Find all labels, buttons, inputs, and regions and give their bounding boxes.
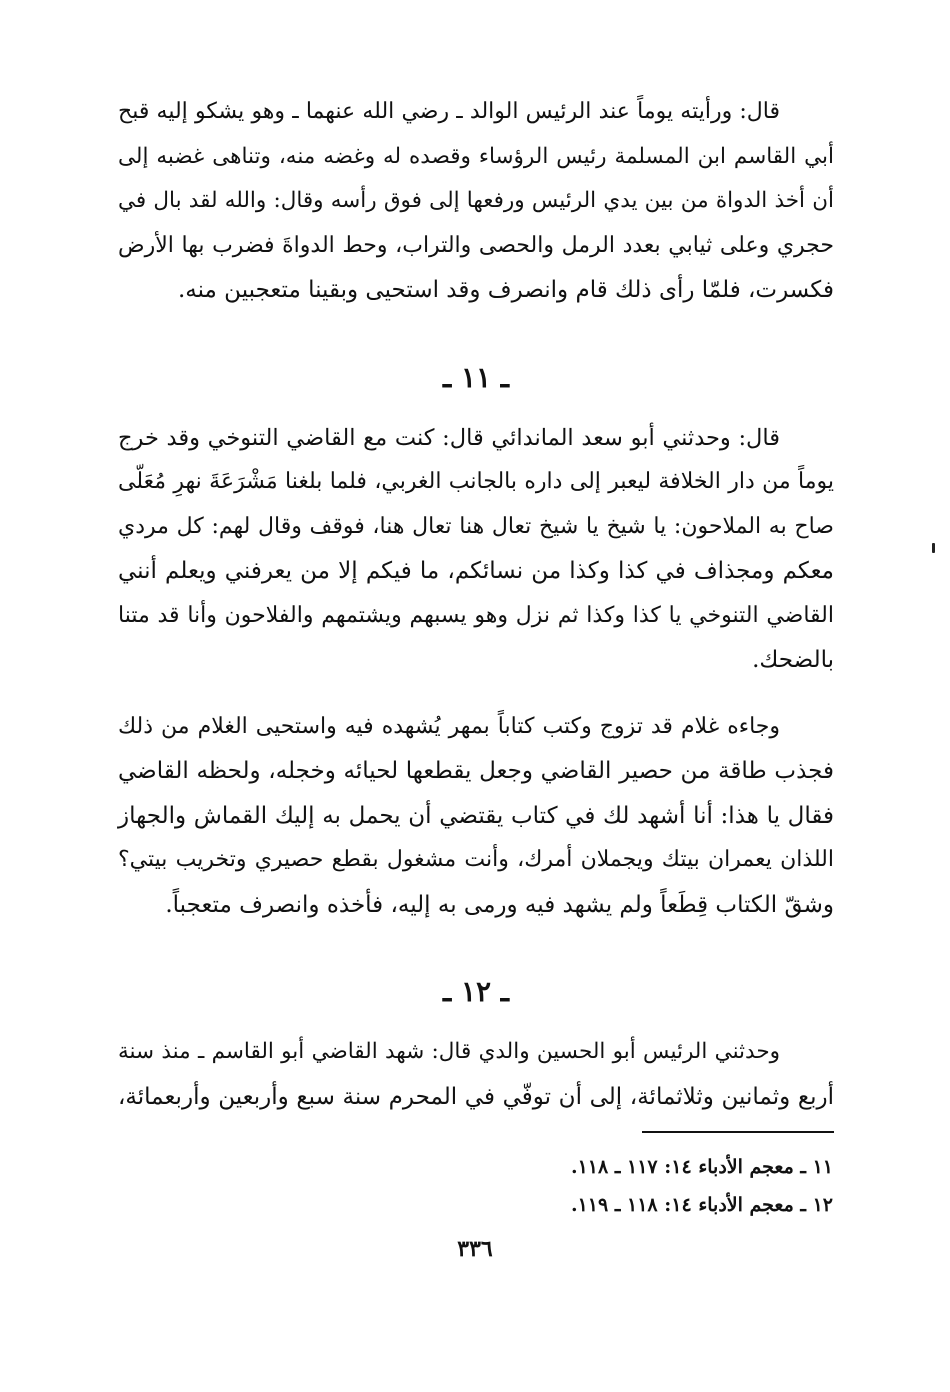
text-line: أن أخذ الدواة من بين يدي الرئيس ورفعها إلى فوق رأسه وقال: والله لقد بال في [118,188,834,213]
text-line: أربع وثمانين وثلاثمائة، إلى أن توفّي في المحرم سنة سبع وأربعين وأربعمائة، [118,1083,834,1110]
scan-mark [932,543,935,553]
text-line: صاح به الملاحون: يا شيخ يا شيخ تعال هنا تعال هنا، فوقف وقال لهم: كل مردي [118,513,834,539]
text-line: معكم ومجذاف في كذا وكذا من نسائكم، ما فيكم إلا من يعرفني ويعلم أنني [118,558,834,584]
text-line: حجري وعلى ثيابي بعدد الرمل والحصى والتراب، وحط الدواةَ فضرب بها الأرض [118,232,834,258]
text-line: قال: وحدثني أبو سعد الماندائي قال: كنت مع القاضي التنوخي وقد خرج [118,424,780,451]
page-body [118,90,834,1119]
section-number: ـ ١٢ ـ [443,975,509,1008]
text-line: اللذان يعمران بيتك ويجملان أمرك، وأنت مشغول بقطع حصيري وتخريب بيتي؟ [118,847,834,872]
paragraph [118,1030,834,1119]
paragraph [118,90,834,313]
footnote: ١٢ ـ معجم الأدباء ١٤: ١١٨ ـ ١١٩. [570,1194,833,1216]
paragraph [118,705,834,928]
text-line: قال: ورأيته يوماً عند الرئيس الوالد ـ رضي الله عنهما ـ وهو يشكو إليه قبح [118,99,780,124]
page-number: ٣٣٦ [457,1236,493,1262]
footnotes [333,1148,833,1224]
text-line: أبي القاسم ابن المسلمة رئيس الرؤساء وقصده له وغضه منه، وتناهى غضبه إلى [118,143,834,169]
paragraph [118,416,834,683]
text-line: يوماً من دار الخلافة ليعبر إلى داره بالجانب الغربي، فلما بلغنا مَشْرَعَةَ نهرِ مُعَلّى [118,469,834,494]
text-line: فجذب طاقة من حصير القاضي وجعل يقطعها لحيائه وخجله، ولحظه القاضي [118,758,834,784]
text-line: وحدثني الرئيس أبو الحسين والدي قال: شهد القاضي أبو القاسم ـ منذ سنة [118,1039,780,1064]
text-line: بالضحك. [752,647,834,673]
text-line: فكسرت، فلمّا رأى ذلك قام وانصرف وقد استحيى وبقينا متعجبين منه. [177,277,834,303]
section-number: ـ ١١ ـ [443,360,509,394]
text-line: القاضي التنوخي يا كذا وكذا ثم نزل وهو يسبهم ويشتمهم والفلاحون وأنا قد متنا [118,602,834,628]
text-line: وجاءه غلام قد تزوج وكتب كتاباً بمهر يُشهده فيه واستحيى الغلام من ذلك [118,713,780,739]
footnote-divider [642,1131,834,1133]
text-line: فقال يا هذا: أنا أشهد لك في كتاب يقتضي أن يحمل به إليك القماش والجهاز [118,802,834,829]
footnote: ١١ ـ معجم الأدباء ١٤: ١١٧ ـ ١١٨. [570,1156,833,1178]
text-line: وشقّ الكتاب قِطَعاً ولم يشهد فيه ورمى به إليه، فأخذه وانصرف متعجباً. [165,891,834,918]
